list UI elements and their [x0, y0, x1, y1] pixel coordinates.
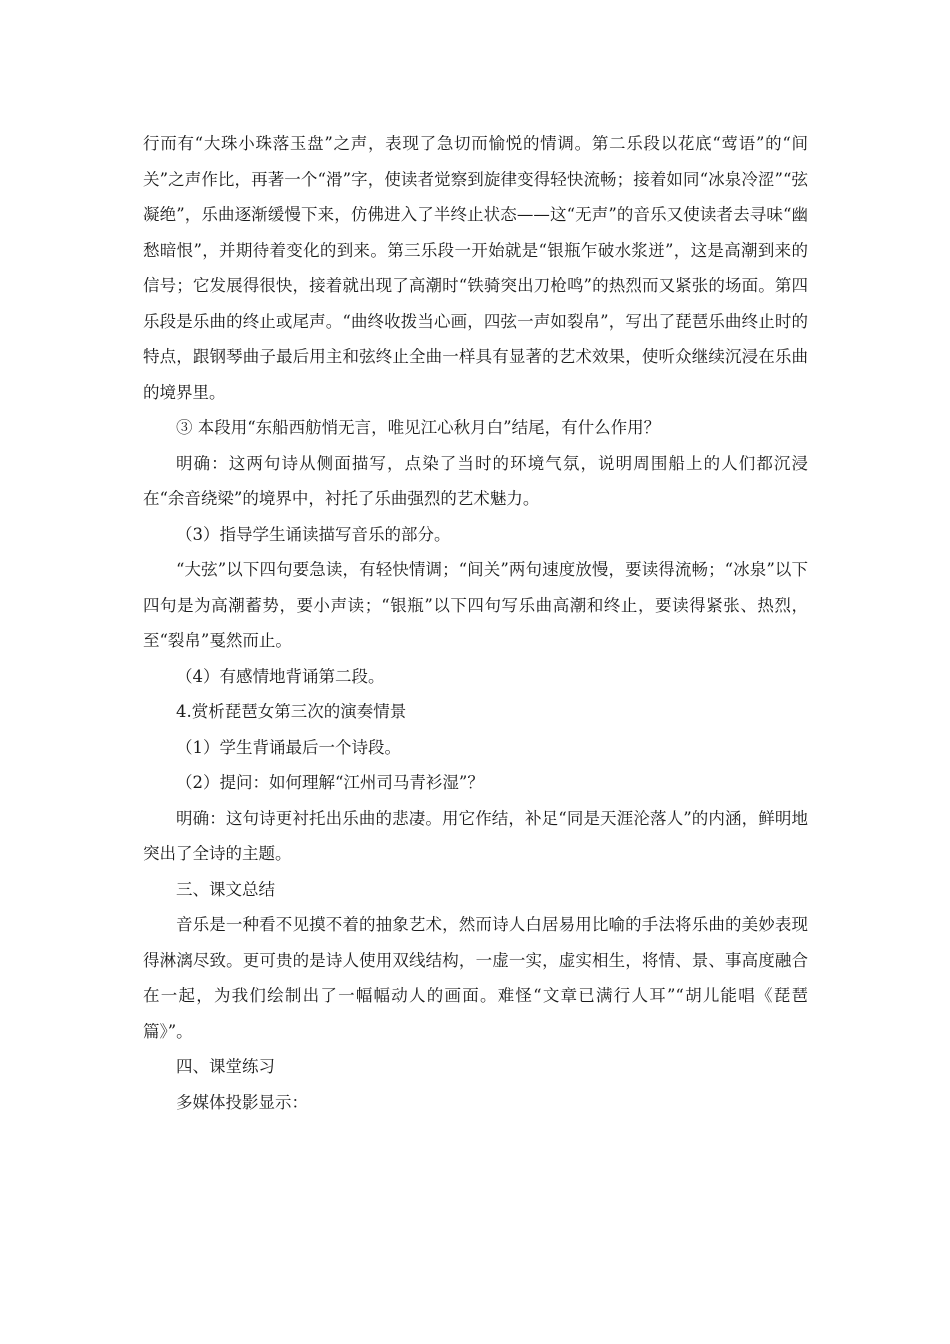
section-third-performance: 4.赏析琵琶女第三次的演奏情景 — [176, 702, 407, 721]
step-recite-last: （1）学生背诵最后一个诗段。 — [176, 737, 401, 757]
paragraph-summary: 音乐是一种看不见摸不着的抽象艺术，然而诗人白居易用比喻的手法将乐曲的美妙表现得淋漓尽致。更可贵的是诗人使用双线结构，一虚一实，虚实相生，将情、景、事高度融合在一起，为我们绘制出了一幅幅动人的画面。难怪“文章已满行人耳”“胡儿能唱《琵琶篇》”。 — [143, 915, 808, 1041]
paragraph-multimedia: 多媒体投影显示： — [176, 1092, 308, 1112]
step-recite-second: （4）有感情地背诵第二段。 — [176, 666, 385, 686]
question-ending-effect: ③ 本段用“东船西舫悄无言，唯见江心秋月白”结尾，有什么作用？ — [176, 418, 661, 437]
answer-ending-effect: 明确：这两句诗从侧面描写，点染了当时的环境气氛，说明周围船上的人们都沉浸在“余音绕梁”的境界中，衬托了乐曲强烈的艺术魅力。 — [143, 453, 808, 508]
answer-jiangzhou: 明确：这句诗更衬托出乐曲的悲凄。用它作结，补足“同是天涯沦落人”的内涵，鲜明地突出了全诗的主题。 — [143, 808, 808, 863]
paragraph-music-analysis: 行而有“大珠小珠落玉盘”之声，表现了急切而愉悦的情调。第二乐段以花底“莺语”的“间关”之声作比，再著一个“滑”字，使读者觉察到旋律变得轻快流畅；接着如同“冰泉冷涩”“弦凝绝”，乐曲逐渐缓慢下来，仿佛进入了半终止状态——这“无声”的音乐又使读者去寻味“幽愁暗恨”，并期待着变化的到来。第三乐段一开始就是“银瓶乍破水浆迸”，这是高潮到来的信号；它发展得很快，接着就出现了高潮时“铁骑突出刀枪鸣”的热烈而又紧张的场面。第四乐段是乐曲的终止或尾声。“曲终收拨当心画，四弦一声如裂帛”，写出了琵琶乐曲终止时的特点，跟钢琴曲子最后用主和弦终止全曲一样具有显著的艺术效果，使听众继续沉浸在乐曲的境界里。 — [143, 134, 808, 402]
step-guide-reading: （3）指导学生诵读描写音乐的部分。 — [176, 524, 451, 544]
heading-summary: 三、课文总结 — [176, 879, 275, 899]
question-jiangzhou: （2）提问：如何理解“江州司马青衫湿”？ — [176, 773, 484, 792]
document-body — [143, 126, 808, 1120]
paragraph-reading-guide: “大弦”以下四句要急读，有轻快情调；“间关”两句速度放慢，要读得流畅；“冰泉”以下四句是为高潮蓄势，要小声读；“银瓶”以下四句写乐曲高潮和终止，要读得紧张、热烈，至“裂帛”戛然而止。 — [143, 560, 808, 650]
heading-practice: 四、课堂练习 — [176, 1057, 275, 1076]
